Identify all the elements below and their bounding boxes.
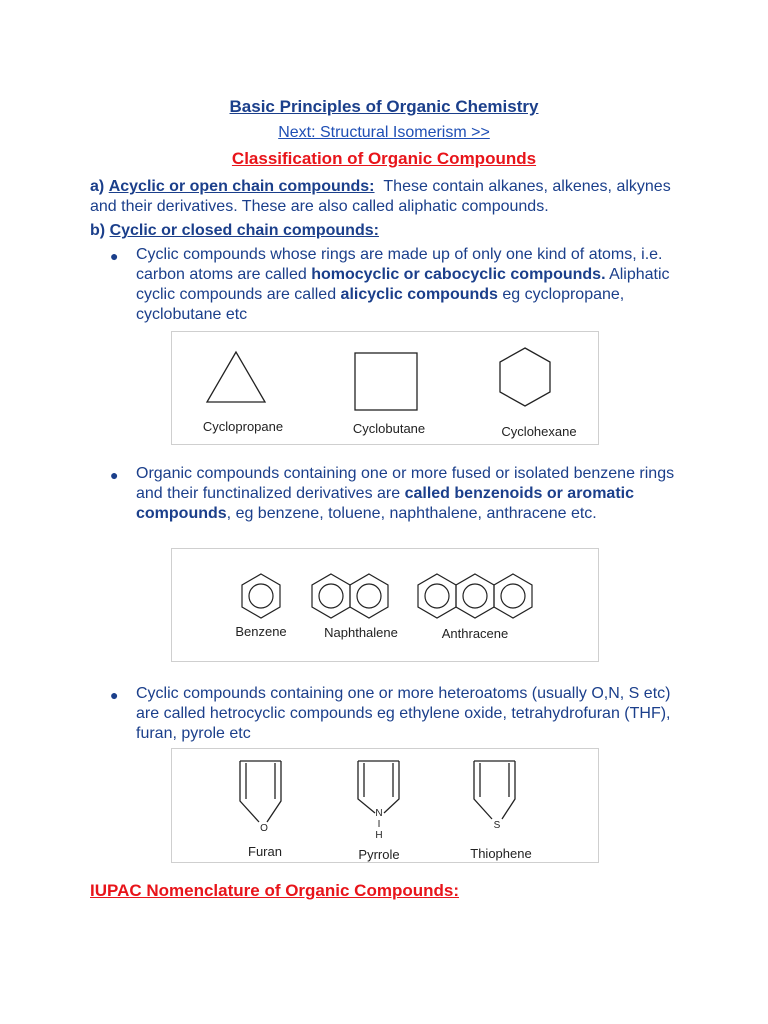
pyrrole-hydrogen: H (375, 830, 383, 841)
cyclobutane-label: Cyclobutane (352, 421, 426, 436)
benzene-structure (242, 574, 280, 618)
cyclohexane-structure (500, 348, 550, 406)
next-link[interactable]: Next: Structural Isomerism >> (278, 124, 490, 141)
cyclobutane-structure (355, 353, 417, 410)
bullet-text-2: Organic compounds containing one or more fused or isolated benzene rings and their functinalized derivatives are called benzenoids or aromatic compounds, eg benzene, toluene, naphthalene, anthracene etc. (136, 465, 675, 522)
section-a-paragraph (90, 177, 690, 217)
furan-structure (240, 761, 281, 822)
thiophene-label: Thiophene (470, 846, 532, 861)
furan-label: Furan (248, 844, 282, 859)
cyclopropane-label: Cyclopropane (202, 419, 284, 434)
naphthalene-structure (312, 574, 388, 618)
cyclopropane-structure (207, 352, 265, 402)
page-title: Basic Principles of Organic Chemistry (229, 97, 539, 116)
section-heading-classification: Classification of Organic Compounds (231, 149, 537, 168)
pyrrole-nitrogen: N (375, 808, 383, 819)
section-a-heading: Acyclic or open chain compounds: (108, 178, 375, 195)
anthracene-structure (418, 574, 532, 618)
thiophene-sulfur: S (493, 820, 501, 831)
furan-oxygen: O (260, 823, 268, 834)
bullet-text-3: Cyclic compounds containing one or more heteroatoms (usually O,N, S etc) are called hetrocyclic compounds eg ethylene oxide, tetrahydrofuran (THF), furan, pyrole etc (136, 685, 671, 742)
thiophene-structure (474, 761, 515, 819)
figure-carbocyclic (171, 331, 599, 445)
pyrrole-label: Pyrrole (358, 847, 400, 862)
pyrrole-structure (358, 761, 399, 813)
benzene-label: Benzene (235, 624, 287, 639)
naphthalene-label: Naphthalene (324, 625, 398, 640)
figure-aromatic (171, 548, 599, 662)
section-a-marker: a) (90, 178, 105, 195)
bullet-dot-3: ● (110, 687, 119, 703)
cyclohexane-label: Cyclohexane (501, 424, 577, 439)
bullet-dot-1: ● (110, 248, 119, 264)
bullet-dot-2: ● (110, 467, 119, 483)
figure-heterocyclic (171, 748, 599, 863)
anthracene-label: Anthracene (441, 626, 509, 641)
section-a-text: These contain alkanes, alkenes, alkynes and their derivatives. These are also called aliphatic compounds. (90, 178, 671, 215)
section-b-marker: b) (90, 222, 106, 239)
pyrrole-bond: I (377, 819, 381, 830)
bullet-text-1: Cyclic compounds whose rings are made up of only one kind of atoms, i.e. carbon atoms are called homocyclic or cabocyclic compounds. Aliphatic cyclic compounds are called alicyclic compounds eg cyclopropane, cyclobutane etc (136, 246, 670, 323)
section-b-paragraph (90, 221, 690, 241)
section-heading-iupac: IUPAC Nomenclature of Organic Compounds: (90, 881, 459, 900)
section-b-heading: Cyclic or closed chain compounds: (109, 222, 379, 239)
